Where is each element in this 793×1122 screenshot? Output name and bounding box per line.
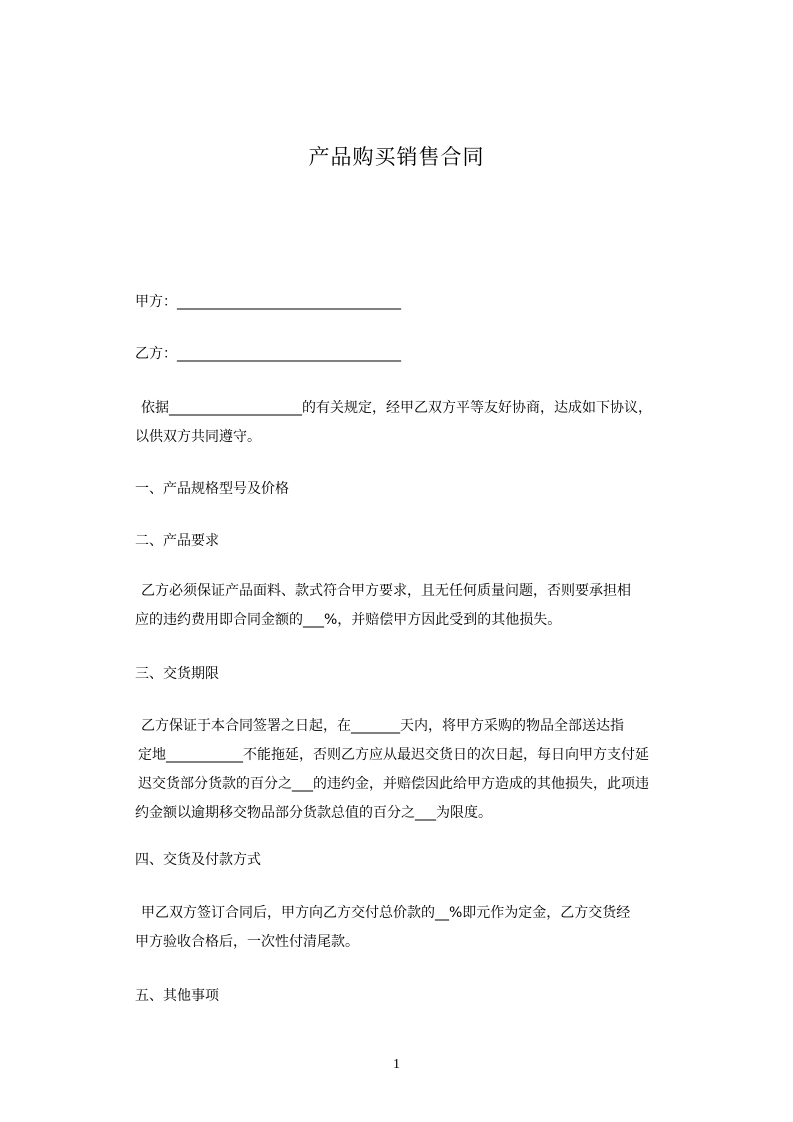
section-3-line-2: 定地___________不能拖延，否则乙方应从最迟交货日的次日起，每日向甲方支付延 [138,747,649,763]
party-b-line: 乙方：________________________________ [135,346,401,362]
section-2-heading: 二、产品要求 [135,533,219,549]
section-4-line-2: 甲方验收合格后，一次性付清尾款。 [135,934,359,950]
section-3-line-1: 乙方保证于本合同签署之日起，在_______天内，将甲方采购的物品全部送达指 [141,718,624,734]
section-2-line-1: 乙方必须保证产品面料、款式符合甲方要求，且无任何质量问题，否则要承担相 [141,583,631,599]
section-4-line-1: 甲乙双方签订合同后，甲方向乙方交付总价款的__%即元作为定金，乙方交货经 [141,905,631,921]
section-5-heading: 五、其他事项 [135,988,219,1004]
section-2-line-2: 应的违约费用即合同金额的___%，并赔偿甲方因此受到的其他损失。 [135,612,562,628]
section-3-heading: 三、交货期限 [135,666,219,682]
section-3-line-4: 约金额以逾期移交物品部分货款总值的百分之___为限度。 [135,805,492,821]
section-3-paragraph [135,712,710,828]
party-a-line: 甲方：________________________________ [135,294,401,310]
section-2-paragraph [135,577,710,635]
section-4-heading: 四、交货及付款方式 [135,852,261,868]
section-4-paragraph [135,899,710,957]
intro-paragraph [135,394,710,452]
intro-line-2: 以供双方共同遵守。 [135,429,261,445]
contract-title: 产品购买销售合同 [308,145,485,169]
section-3-line-3: 迟交货部分货款的百分之___的违约金，并赔偿因此给甲方造成的其他损失，此项违 [138,776,649,792]
intro-line-1: 依据___________________的有关规定，经甲乙双方平等友好协商，达成如下协议， [141,400,652,416]
page-number: 1 [393,1057,400,1072]
section-1-heading: 一、产品规格型号及价格 [135,481,289,497]
